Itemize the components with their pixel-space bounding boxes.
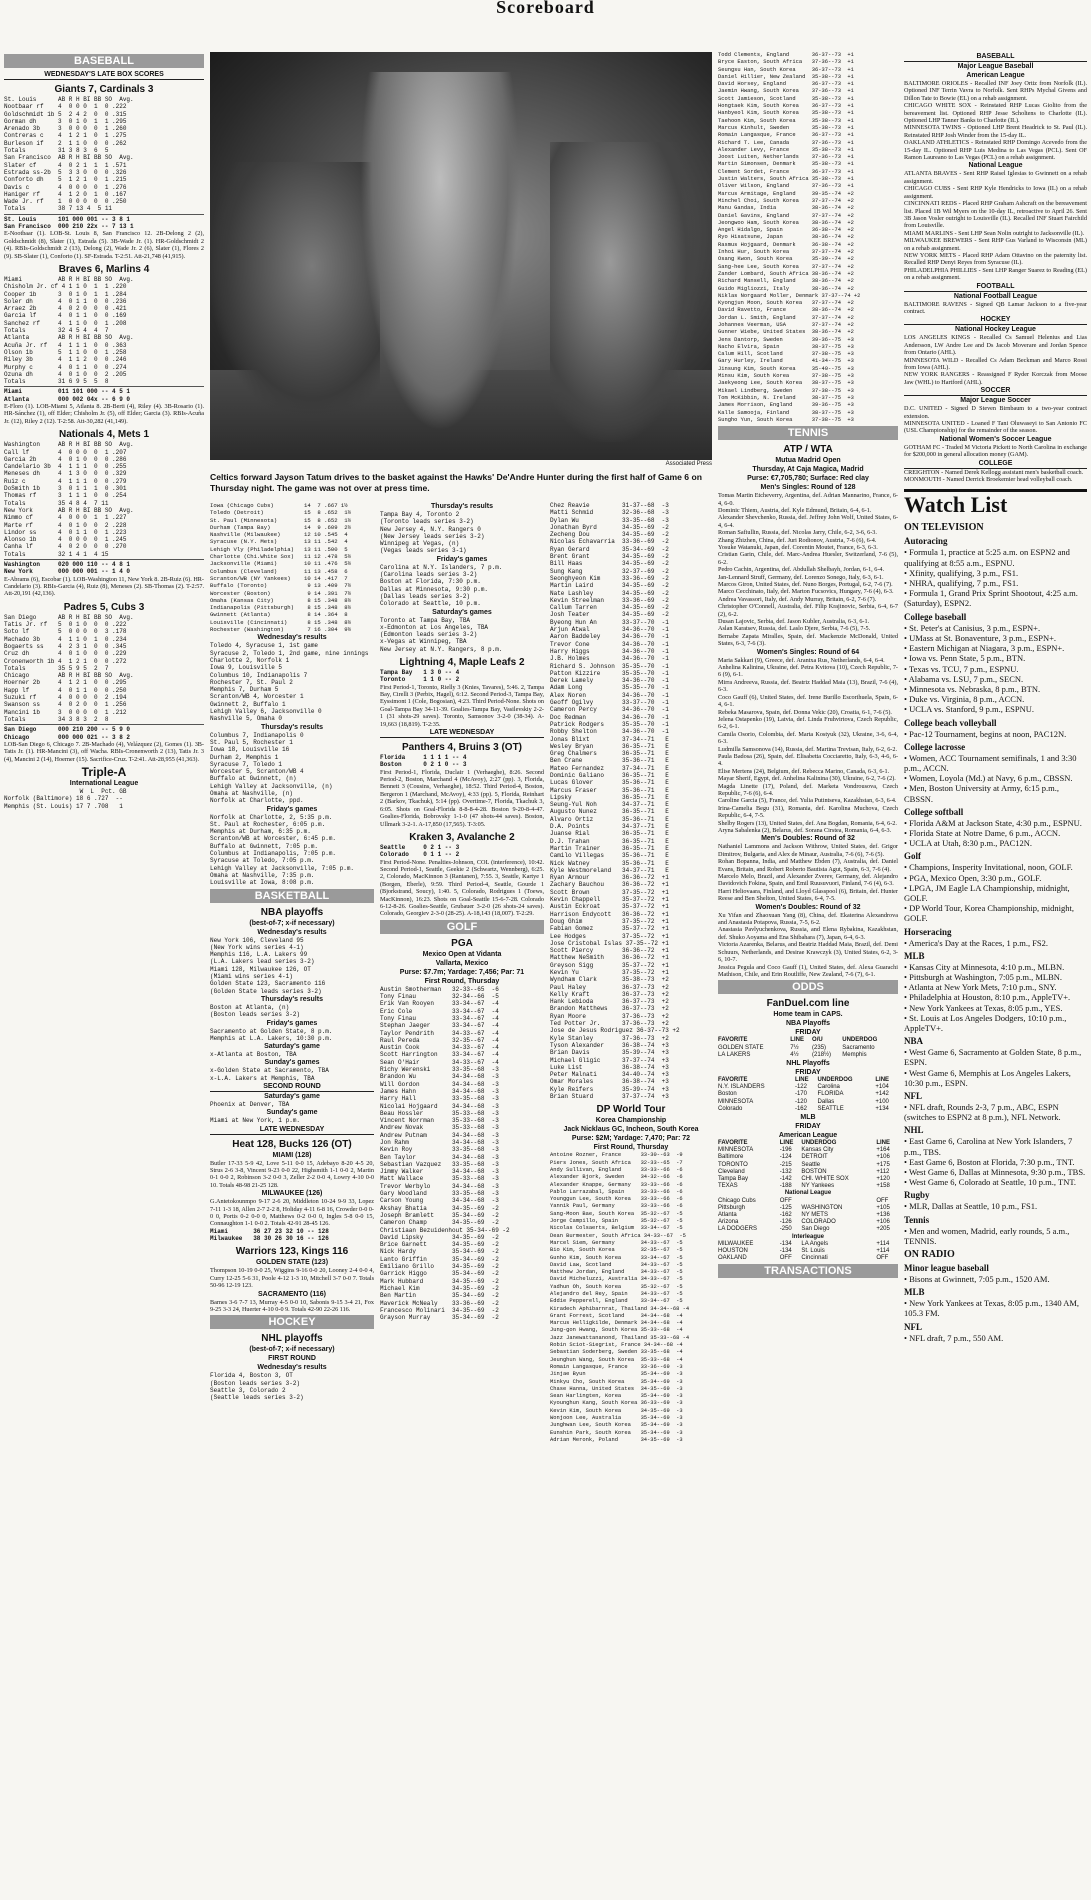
listing-items: • West Game 6, Sacramento at Golden State, 8 p.m., ESPN. • West Game 6, Memphis at Los Angeles Lakers, 10:30 p.m., ESPN.: [904, 1047, 1082, 1088]
table-row: MINNESOTA -196 Kansas City +164: [718, 1147, 890, 1154]
odds-subleague: Interleague: [791, 1233, 824, 1240]
col-header: LINE: [875, 1076, 890, 1083]
col-header: LINE: [876, 1139, 890, 1146]
table-row: HOUSTON -134 St. Louis +114: [718, 1248, 890, 1254]
trans-league: Major League Baseball: [957, 63, 1034, 70]
tennis-results: Tomas Martin Etcheverry, Argentina, def. Adrian Mannarino, France, 6-4, 6-0. Dominic Thiem, Austria, def. Kyle Edmund, Britain, 6-4, 6-1. Alexander Shevchenko, Russia, def. Jeffrey John Wolf, United States, 6-4, 6-4. Roman Safiullin, Russia, def. Nicolas Jarry, Chile, 6-2, 3-6, 6-3. Zhang Zhizhen, China, def. Juri Rodionov, Austria, 7-6 (6), 6-4. Yosuke Watanuki, Japan, def. Corentin Moutet, France, 6-3, 6-3. Cristian Garin, Chile, def. Marc-Andrea Huesler, Switzerland, 7-6 (5), 6-2. Pedro Cachin, Argentina, def. Abdullah Shelbayh, Jordan, 6-1, 6-4. Jan-Lennard Struff, Germany, def. Lorenzo Sonego, Italy, 6-3, 6-1. Marcos Giron, United States, def. Nuno Borges, Portugal, 6-2, 7-6 (7). Marco Cecchinato, Italy, def. Marton Fucsovics, Hungary, 7-6 (4), 6-3. Andrea Vavassori, Italy, def. Andy Murray, Britain, 6-2, 7-6 (7). Christopher O'Connell, Australia, def. Filip Krajinovic, Serbia, 6-4, 6-7 (2), 6-2. Dusan Lajovic, Serbia, def. Jason Kubler, Australia, 6-3, 6-1. Aslan Karatsev, Russia, def. Laslo Djere, Serbia, 7-6 (5), 7-5. Bernabe Zapata Miralles, Spain, def. Mackenzie McDonald, United States, 6-3, 7-6 (3).: [718, 492, 898, 648]
listing-items: • Kansas City at Minnesota, 4:10 p.m., MLBN. • Pittsburgh at Washington, 7:05 p.m., MLBN. • Atlanta at New York Mets, 7:10 p.m., SNY. • Philadelphia at Houston, 8:10 p.m., AppleTV+. • New York Yankees at Texas, 8:05 p.m., YES. • St. Louis at Los Angeles Dodgers, 10:10 p.m., AppleTV+.: [904, 961, 1071, 1033]
dp-leaderboard: Antoine Rozner, France 33-30--63 -9 Piers Jones, South Africa 32-33--65 -7 Andy Sullivan, England 33-33--66 -6 Alexander Bjork, Sweden 34-32--66 -6 Alexander Knappe, Germany 33-33--66 -6 Pablo Larrazabal, Spain 33-33--66 -6 Younggun Lee, South Korea 33-33--66 -6 Yannik Paul, Germany 33-33--66 -6 Sang-Moon Bae, South Korea 35-32--67 -5 Jorge Campillo, Spain 35-32--67 -5 Nicolas Colsaerts, Belgium 33-34--67 -5 Dean Burmester, South Africa 34-33--67 -5 Marcel Siem, Germany 34-33--67 -5 Bio Kim, South Korea 32-35--67 -5 Gunho Kim, South Korea 33-34--67 -5 David Law, Scotland 34-33--67 -5 Matthew Jordan, England 34-33--67 -5 David Micheluzzi, Australia 34-33--67 -5 Yadhun Oh, South Korea 35-32--67 -5 Alejandro del Rey, Spain 34-33--67 -5 Eddie Pepperell, England 33-34--67 -5 Kiradech Aphibarnrat, Thailand 34-34--68 -4 Grant Forrest, Scotland 34-34--68 -4 Marcus Helligkilde, Denmark 34-34--68 -4 Jung-gon Hwang, South Korea 35-33--68 -4 Jazz Janewattananond, Thailand 35-33--68 -4 Robin Sciot-Siegrist, France 34-34--68 -4 Sebastian Soderberg, Sweden 33-35--68 -4 Jeunghun Wang, South Korea 35-33--68 -4 Romain Langasque, France 33-36--69 -3 Jinjae Byun 35-34--69 -3 Minkyu Cho, South Korea 35-34--69 -3 Chase Hanna, United States 34-35--69 -3 Sean Harlingten, Korea 35-34--69 -3 Kyounghun Kang, South Korea 36-33--69 -3 Kevin Kim, South Korea 34-35--69 -3 Wonjoon Lee, Australia 35-34--69 -3 Junghwan Lee, South Korea 35-34--69 -3 Eunshin Park, South Korea 35-34--69 -3 Adrian Meronk, Poland 34-35--69 -3: [550, 1152, 690, 1443]
listing-items: • East Game 6, Carolina at New York Islanders, 7 p.m., TBS. • East Game 6, Boston at Florida, 7:30 p.m., TNT. • West Game 6, Dallas at Minnesota, 9:30 p.m., TBS. • West Game 6, Colorado at Seattle, 10 p.m., TNT.: [904, 1136, 1086, 1188]
games-list: Phoenix at Denver, TBA: [210, 1101, 290, 1108]
dp-round: First Round, Thursday: [593, 1144, 669, 1152]
col-header: UNDERDOG: [801, 1139, 837, 1146]
pga-leaderboard-cont: Chez Reavie 31-37--68 -3 Matti Schmid 32-36--68 -3 Dylan Wu 33-35--68 -3 Jonathan Byrd 34-35--69 -2 Zecheng Dou 34-35--69 -2 Nicolas Echavarria 33-36--69 -2 Ryan Gerard 35-34--69 -2 Brent Grant 34-35--69 -2 Bill Haas 34-35--69 -2 Sung Kang 32-37--69 -2 Seonghyeon Kim 33-36--69 -2 Martin Laird 34-35--69 -2 Nate Lashley 34-35--69 -2 Kevin Streelman 33-36--69 -2 Callum Tarren 34-35--69 -2 Josh Teater 34-35--69 -2 Byeong Hun An 33-37--70 -1 Arjun Atwal 34-36--70 -1 Aaron Baddeley 34-36--70 -1 Trevor Cone 34-36--70 -1 Harry Higgs 34-36--70 -1 J.B. Holmes 34-36--70 -1 Richard S. Johnson 35-35--70 -1 Patton Kizzire 35-35--70 -1 Derek Lamely 34-36--70 -1 Adam Long 35-35--70 -1 Alex Noren 34-36--70 -1 Geoff Ogilvy 33-37--70 -1 Cameron Percy 34-36--70 -1 Doc Redman 34-36--70 -1 Patrick Rodgers 35-35--70 -1 Robby Shelton 34-36--70 -1 Jonas Blixt 37-34--71 E Wesley Bryan 36-35--71 E Greg Chalmers 36-35--71 E Ben Crane 35-36--71 E Mateo Fernandez 37-34--71 E Dominic Galiano 36-35--71 E Lucas Glover 35-36--71 E Marcus Fraser 35-36--71 E Lipsky 36-35--71 E Seung-Yul Noh 34-37--71 E Augusto Nunez 36-35--71 E Alvaro Ortiz 35-36--71 E D.A. Points 34-37--71 E Juanse Rial 36-35--71 E D.J. Trahan 36-35--71 E Martin Trainer 36-35--71 E Camilo Villegas 35-36--71 E Nick Watney 35-36--71 E Kyle Westmoreland 34-37--71 E Ryan Armour 36-36--72 +1 Zachary Bauchou 36-36--72 +1 Scott Brown 37-35--72 +1 Kevin Chappell 35-37--72 +1 Austin Eckroat 35-37--72 +1 Harrison Endycott 36-36--72 +1 Doug Ghim 37-35--72 +1 Fabian Gomez 35-37--72 +1 Lee Hodges 37-35--72 +1 Jose Cristobal Islas 37-35--72 +1 Scott Piercy 36-36--72 +1 Matthew NeSmith 36-36--72 +1 Greyson Sigg 35-37--72 +1 Kevin Yu 37-35--72 +1 Wyndham Clark 35-38--73 +2 Paul Haley 36-37--73 +2 Kelly Kraft 36-37--73 +2 Hank Lebioda 36-37--73 +2 Brandon Matthews 36-37--73 +2 Ryan Moore 37-36--73 +2 Ted Potter Jr. 37-36--73 +2 Jose de Jesus Rodriguez 36-37--73 +2 Kyle Stanley 37-36--73 +2 Tyson Alexander 36-38--74 +3 Brian Davis 35-39--74 +3 Michael Gligic 37-37--74 +3 Luke List 36-38--74 +3 Peter Malnati 34-40--74 +3 Omar Morales 36-38--74 +3 Kyle Reifers 35-39--74 +3 Brian Stuard 37-37--74 +3: [550, 502, 680, 1101]
game-title: Giants 7, Cardinals 3: [54, 84, 154, 95]
results-list: New York 106, Cleveland 95 (New York wins series 4-1) Memphis 116, L.A. Lakers 99 (L.A. Lakers lead series 3-2) Miami 128, Milwaukee 126, OT (Miami wins series 4-1) Golden State 123, Sacramento 116 (Golden State leads series 3-2): [210, 936, 326, 995]
watch-list-title: Watch List: [904, 489, 1087, 518]
line-score: Seattle 0 2 1 -- 3 Colorado 0 1 1 -- 2: [380, 843, 460, 859]
section-header-transactions: TRANSACTIONS: [718, 1264, 898, 1278]
game-box-2: [4, 263, 204, 425]
game-title: Padres 5, Cubs 3: [63, 601, 145, 613]
odds-league: MLB: [800, 1113, 816, 1121]
listing-category: NHL: [904, 1125, 924, 1136]
team-box: G.Antetokounmpo 9-17 2-6 20, Middleton 10-24 9-9 33, Lopez 7-11 1-3 18, Allen 2-7 2-2 8, Holiday 4-11 6-8 16, Crowder 0-0 0-0 0, Portis 0-2 0-0 0, Matthews 0-2 0-0 0, Ingles 5-8 0-0 15, Connaughton 1-1 0-0 2. Totals 42-91 28-45 126.: [210, 1198, 374, 1228]
game-title: Heat 128, Bucks 126 (OT): [232, 1138, 352, 1150]
game-notes: LOB-San Diego 6, Chicago 7. 2B-Machado (4), Velázquez (2), Gomes (1). 3B-Tatis Jr. (1). HR-Mancini (3), off Wacha. RBIs-Cronenworth 2 (13), Tatis Jr. 3 (4), Mancini 2 (14), Hoerner (15). Sacrifice-Cruz. T-2:41. Att-28,955 (41,363).: [4, 740, 204, 763]
table-row: Pittsburgh -125 WASHINGTON +105: [718, 1204, 890, 1211]
games-list: Sacramento at Golden State, 8 p.m. Memphis at L.A. Lakers, 10:30 p.m.: [210, 1027, 333, 1042]
dp-event: Korea Championship: [595, 1117, 667, 1125]
nba-title: NBA playoffs: [260, 906, 324, 918]
section-header-tennis: TENNIS: [718, 426, 898, 440]
game-box-3: [4, 428, 204, 598]
trans-body: BALTIMORE RAVENS - Signed QB Lamar Jackson to a five-year contract.: [904, 300, 1087, 315]
listing-category: Horseracing: [904, 926, 952, 937]
games-head: Sunday's games: [264, 1059, 320, 1067]
line-score: Miami 011 101 000 -- 4 5 1 Atlanta 000 002 04x -- 6 9 0: [4, 388, 131, 403]
table-row: MILWAUKEE -134 LA Angels +114: [718, 1240, 890, 1247]
col-header: LINE: [779, 1139, 794, 1146]
nhl-title: NHL playoffs: [261, 1333, 323, 1345]
tennis-purse: Purse: €7,705,780; Surface: Red clay: [747, 475, 869, 483]
line-score: San Diego 000 210 200 -- 5 9 0 Chicago 000 000 021 -- 3 8 2: [4, 726, 131, 741]
trans-sport: BASEBALL: [904, 52, 1087, 62]
round-head: SECOND ROUND: [210, 1082, 374, 1092]
game-title: Nationals 4, Mets 1: [58, 429, 150, 441]
listing-category: Tennis: [904, 1214, 930, 1225]
table-row: Colorado -162 SEATTLE +134: [718, 1105, 889, 1112]
tennis-round: Women's Singles: Round of 64: [756, 648, 860, 656]
results-head: Thursday's results: [431, 503, 493, 510]
games-list: Toronto at Tampa Bay, TBA x-Edmonton at Los Angeles, TBA (Edmonton leads series 3-2) x-Vegas at Winnipeg, TBA New Jersey at N.Y. Rangers, 8 p.m.: [380, 616, 503, 653]
listing-category: NFL: [904, 1091, 922, 1101]
game-title: Lightning 4, Maple Leafs 2: [399, 657, 525, 669]
trans-body: CREIGHTON - Named Derek Kellogg assistant men's basketball coach. MONMOUTH - Named Derrick Broekemier head volleyball coach.: [904, 468, 1084, 484]
dp-purse: Purse: $2M; Yardage: 7,470; Par: 72: [571, 1135, 691, 1143]
box-score: St. Louis AB R H BI BB SO Avg. Nootbaar rf 4 0 0 0 1 0 .222 Goldschmidt 1b 5 2 4 2 0 0 .315 Gorman dh 3 0 1 0 1 1 .295 Arenado 3b 3 0 0 0 0 1 .260 Contreras c 4 1 2 1 0 1 .275 Burleson if 2 1 1 0 0 0 .262 Totals 31 3 8 3 6 5 San Francisco AB R H BI BB SO Avg. Slater cf 4 0 2 1 1 1 .571 Estrada ss-2b 5 3 3 0 0 0 .326 Conforto dh 5 1 2 1 0 1 .215 Davis c 4 0 0 0 0 1 .276 Haniger rf 4 1 2 0 1 0 .167 Wade Jr. rf 1 0 0 0 0 0 .250 Totals 38 7 13 4 5 11: [4, 96, 134, 213]
table-row: MINNESOTA -120 Dallas +100: [718, 1098, 889, 1105]
odds-table-mlb: [718, 1140, 898, 1262]
trans-league: National Hockey League: [955, 326, 1036, 334]
results-list: Toledo 4, Syracuse 1, 1st game Syracuse 2, Toledo 1, 2nd game, nine innings Charlotte 2, Norfolk 1 Iowa 9, Louisville 5 Columbus 10, Indianapolis 7 Rochester 7, St. Paul 2 Memphis 7, Durham 5 Scranton/WB 4, Worcester 1 Gwinnett 2, Buffalo 1 Lehigh Valley 6, Jacksonville 0 Nashville 5, Omaha 0: [210, 642, 369, 723]
trans-body: BALTIMORE ORIOLES - Recalled INF Joey Ortiz from Norfolk (IL). Optioned INF Terrin Vavra to Norfolk. Sent RHPs Mychal Givens and Dillon Tate to Bowie (EL) on a rehab assignment. CHICAGO WHITE SOX - Reinstated RHP Lucas Giolito from the bereavement list. Optioned RHP Jesse Scholtens to Charlotte (IL). Optioned LHP Tanner Banks to Charlotte (IL). MINNESOTA TWINS - Optioned LHP Brent Headrick to St. Paul (IL). Reinstated RHP Josh Winder from the 15-day IL. OAKLAND ATHLETICS - Reinstated RHP Domingo Acevedo from the 15-day IL. Optioned RHP Luis Medina to Las Vegas (PCL). Sent OF Ramon Laureano to Las Vegas (PCL) on a rehab assignment.: [904, 80, 1087, 162]
listing-items: • NFL draft, Rounds 2-3, 7 p.m., ABC, ESPN (switches to ESPN2 at 8 p.m.), NFL Network.: [904, 1102, 1061, 1123]
listing-items: • Men and women, Madrid, early rounds, 5 a.m., TENNIS.: [904, 1225, 1070, 1246]
round-head: FIRST ROUND: [268, 1355, 316, 1363]
nba-note: (best-of-7; x-if necessary): [249, 919, 335, 927]
table-row: Atlanta -162 NY METS +136: [718, 1211, 890, 1218]
listing-items: • America's Day at the Races, 1 p.m., FS2.: [904, 937, 1049, 948]
line-score: St. Louis 101 000 001 -- 3 8 1 San Francisco 000 210 22x -- 7 13 1: [4, 215, 134, 231]
listing-category: College softball: [904, 806, 964, 817]
column-3: [380, 502, 544, 1898]
column-6: [904, 52, 1087, 1898]
section-header-odds: ODDS: [718, 980, 898, 994]
radio-head: ON RADIO: [904, 1249, 955, 1261]
table-row: N.Y. ISLANDERS -122 Carolina +104: [718, 1084, 889, 1091]
listing-items: • Champions, Insperity Invitational, noon, GOLF. • PGA, Mexico Open, 3:30 p.m., GOLF. • LPGA, JM Eagle LA Championship, midnight, GOLF. • DP World Tour, Korea Championship, midnight, GOLF.: [904, 862, 1075, 924]
results-list: Columbus 7, Indianapolis 0 St. Paul 5, Rochester 1 Iowa 18, Louisville 16 Durham 2, Memphis 1 Syracuse 7, Toledo 1 Worcester 5, Scranton/WB 4 Buffalo at Gwinnett, (n) Lehigh Valley at Jacksonville, (n) Omaha at Nashville, (n) Norfolk at Charlotte, ppd.: [210, 731, 333, 805]
table-row: Tampa Bay -142 CHI. WHITE SOX +120: [718, 1175, 890, 1182]
trans-league: National Women's Soccer League: [939, 435, 1052, 443]
results-head: Wednesday's results: [257, 928, 327, 936]
radio-list: [904, 1263, 1087, 1343]
game-summary: First Period-None. Penalties-Johnson, COL (interference), 10:42. Second Period-1, Seattle, Geekie 2 (Schwartz, Wennberg), 6:25. 2, Colorado, MacKinnon 3 (Rantanen), 7:55. 3, Seattle, Kartye 1 (Borgen, Eberle), 9:59. Third Period-4, Seattle, Gourde 1 (Bjorkstrand, Soucy), 1:40. 5, Colorado, Rodrigues 1 (Toews, MacKinnon), 16:23. Shots on Goal-Seattle 15-6-7-28. Colorado 6-12-8-26. Goalies-Seattle, Grubauer 3-2-0 (26 shots-24 saves). Colorado, Georgiev 2-3-0 (28-25). A-18,143 (18,007). T-2:29.: [380, 858, 544, 918]
game-summary: First Period-1, Florida, Duclair 1 (Verhaeghe), 8:26. Second Period-2, Boston, Marchand 4 (McAvoy), 2:27 (pp). 3, Florida, Bennett 3 (Cousins, Verhaeghe), 18:52. Third Period-4, Boston, Bergeron 1 (Marchand, McAvoy), 4:33 (pp). 5, Florida, Reinhart 2 (Barkov, Tkachuk), 5:14 (pp). Overtime-7, Florida, Tkachuk 3, 6:05. Shots on Goal-Florida 8-8-8-4-28. Boston 9-20-8-4-47. Goalies-Florida, Bobrovsky 1-1-0 (47 shots-44 saves). Boston, Ullmark 3-2-1. A-17,850 (17,565). T-3:05.: [380, 768, 544, 828]
masthead: [0, 0, 1091, 16]
listing-category: Minor league baseball: [904, 1263, 989, 1274]
listing-items: • Florida A&M at Jackson State, 4:30 p.m., ESPNU. • Florida State at Notre Dame, 6 p.m., ACCN. • UCLA at Utah, 8:30 p.m., PAC12N.: [904, 817, 1082, 849]
trans-sport: SOCCER: [904, 386, 1087, 396]
games-head: Friday's games: [266, 1019, 318, 1027]
odds-day: FRIDAY: [795, 1068, 821, 1076]
tennis-round: Men's Doubles: Round of 32: [761, 835, 855, 843]
trans-sport: HOCKEY: [904, 315, 1087, 325]
game-title: Warriors 123, Kings 116: [235, 1246, 349, 1258]
masthead-title: Scoreboard: [496, 0, 595, 17]
box-score: Miami AB R H BI BB SO Avg. Chisholm Jr. cf 4 1 1 0 1 1 .220 Cooper 1b 3 0 1 0 1 1 .284 Soler dh 4 0 1 1 0 0 .236 Arraez 2b 4 0 2 0 0 0 .421 Garcia lf 4 0 1 1 0 0 .169 Sanchez rf 4 1 1 0 0 1 .208 Totals 32 4 5 4 4 7 Atlanta AB R H BI BB SO Avg. Acuña Jr. rf 4 1 1 1 0 0 .363 Olson 1b 5 1 1 0 0 1 .258 Riley 3b 4 1 1 2 0 0 .246 Murphy c 4 0 1 1 0 0 .274 Ozuna dh 4 0 1 0 0 2 .205 Totals 31 6 9 5 5 8: [4, 275, 134, 386]
odds-note: Home team in CAPS.: [773, 1011, 843, 1019]
section-header-hockey: HOCKEY: [210, 1315, 374, 1329]
pga-title: PGA: [451, 937, 473, 949]
trans-league: Major League Soccer: [960, 397, 1031, 405]
photo-caption: Celtics forward Jayson Tatum drives to the basket against the Hawks' De'Andre Hunter during the first half of Game 6 on Thursday night. The game was not over at press time.: [210, 472, 702, 493]
triple-a-subtitle: International League: [69, 780, 139, 788]
listing-category: Autoracing: [904, 536, 948, 547]
team-head: MILWAUKEE (126): [261, 1190, 323, 1198]
games-list: x-Atlanta at Boston, TBA: [210, 1051, 297, 1059]
trans-sport: FOOTBALL: [904, 282, 1087, 292]
listing-category: MLB: [904, 950, 925, 961]
game-notes: E-Floro (1). LOB-Miami 5, Atlanta 8. 2B-Berti (4), Riley (4). 3B-Rosario (1). HR-Sánchez (1), off Elder; Chisholm Jr. (5), off Elder; Garcia (3). RBIs-Acuña Jr. (12), Riley 2 (12). T-2:58. Att-30,282 (41,149).: [4, 403, 204, 425]
game-box-4: [4, 601, 204, 763]
team-box: Barnes 3-6 7-7 13, Murray 4-5 0-0 10, Sabonis 9-15 3-4 21, Fox 9-25 3-3 24, Huerter 4-10 0-0 9. Totals 42-90 22-26 116.: [210, 1298, 374, 1314]
quarter-scores: Miami 36 27 23 32 10 -- 128 Milwaukee 38 30 26 30 16 -- 126: [210, 1227, 329, 1243]
trans-body: D.C. UNITED - Signed D Steven Birnbaum to a two-year contract extension. MINNESOTA UNITED - Loaned F Tani Oluwaseyi to San Antonio FC (USL Championship) for the remainder of the season.: [904, 405, 1087, 435]
table-row: LA LAKERS 4½ (218½) Memphis: [718, 1051, 867, 1058]
games-head: Saturday's games: [432, 608, 492, 616]
listing-category: College baseball: [904, 611, 967, 622]
column-5: [718, 52, 898, 1898]
team-head: SACRAMENTO (116): [258, 1290, 326, 1298]
games-list: Miami at New York, 1 p.m.: [210, 1117, 301, 1125]
dp-leaderboard-cont: Todd Clements, England 36-37--73 +1 Bryce Easton, South Africa 37-36--73 +1 Seungsu Han, South Korea 36-37--73 +1 Daniel Hillier, New Zealand 35-38--73 +1 David Horsey, England 36-37--73 +1 Jaemin Hwang, South Korea 37-36--73 +1 Scott Jamieson, Scotland 35-38--73 +1 Hongtaek Kim, South Korea 36-37--73 +1 Hanbyeol Kim, South Korea 35-38--73 +1 Taehoon Kim, South Korea 35-38--73 +1 Marcus Kinhult, Sweden 35-38--73 +1 Romain Langasque, France 36-37--73 +1 Richard T. Lee, Canada 37-36--73 +1 Alexander Levy, France 35-38--73 +1 Joost Luiten, Netherlands 37-36--73 +1 Martin Simonsen, Denmark 35-38--73 +1 Clement Sordet, France 36-37--73 +1 Justin Walters, South Africa 35-38--73 +1 Oliver Wilson, England 37-36--73 +1 Marcus Armitage, England 39-35--74 +2 Minchel Choi, South Korea 37-37--74 +2 Manu Gandas, India 38-36--74 +2 Daniel Gavins, England 37-37--74 +2 Jeongwoo Ham, South Korea 38-36--74 +2 Angel Hidalgo, Spain 36-38--74 +2 Ryo Hisatsune, Japan 38-36--74 +2 Rasmus Hojgaard, Denmark 36-38--74 +2 Inhoi Hur, South Korea 37-37--74 +2 Osang Kwon, South Korea 35-39--74 +2 Sang-hee Lee, South Korea 37-37--74 +2 Zander Lombard, South Africa 38-36--74 +2 Richard Mansell, England 38-36--74 +2 Guido Migliozzi, Italy 38-36--74 +2 Niklas Norgaard Moller, Denmark 37-37--74 +2 Kyongjun Moon, South Korea 37-37--74 +2 David Ravetto, France 38-36--74 +2 Jordan L. Smith, England 37-37--74 +2 Johannes Veerman, USA 37-37--74 +2 Gunner Wiebe, United States 38-36--74 +2 Jens Dantorp, Sweden 39-36--75 +3 Nacho Elvira, Spain 38-37--75 +3 Calum Hill, Scotland 37-38--75 +3 Gary Hurley, Ireland 41-34--75 +3 Jinsung Kim, South Korea 35-40--75 +3 Minsu Kim, South Korea 37-38--75 +3 Jaekyeong Lee, South Korea 38-37--75 +3 Mikael Lindberg, Sweden 37-38--75 +3 Tom McKibbin, N. Ireland 38-37--75 +3 James Morrison, England 39-36--75 +3 Kalle Samooja, Finland 38-37--75 +3 Sungho Yun, South Korea 37-38--75 +3: [718, 52, 861, 423]
section-header-golf: GOLF: [380, 920, 544, 934]
tennis-event: Mutua Madrid Open: [775, 457, 841, 465]
odds-day: FRIDAY: [795, 1029, 821, 1037]
team-box: Butler 17-33 5-9 42, Love 5-11 0-0 15, Adebayo 8-20 4-5 20, Strus 2-6 3-8, Vincent 9-23 0-0 22, Highsmith 1-1 0-0 2, Martin 0-1 0-0 2, Robinson 3-2 0-0 3, Zeller 2-2 0-0 4, Lowry 4-10 0-0 10. Totals 48-98 21-25 128.: [210, 1159, 374, 1189]
table-row: GOLDEN STATE 7½ (235) Sacramento: [718, 1044, 875, 1051]
tennis-results: Maria Sakkari (9), Greece, def. Arantxa Rus, Netherlands, 6-4, 6-4. Anhelina Kalinina, Ukraine, def. Petra Kvitova (10), Czech Republic, 7-6 (9), 6-1. Mirra Andreeva, Russia, def. Beatriz Haddad Maia (13), Brazil, 7-6 (4), 6-3. Coco Gauff (6), United States, def. Irene Burillo Escorihuela, Spain, 6-4, 6-1. Rebeka Masarova, Spain, def. Donna Vekic (20), Croatia, 6-1, 7-6 (5). Jelena Ostapenko (19), Latvia, def. Linda Fruhvirtova, Czech Republic, 6-2, 6-1. Camila Osorio, Colombia, def. Marta Kostyuk (32), Ukraine, 3-6, 6-4, 6-3. Ludmilla Samsonova (14), Russia, def. Martina Trevisan, Italy, 6-2, 6-2. Paula Badosa (26), Spain, def. Elisabetta Cocciaretto, Italy, 6-3, 4-6, 6-4. Elise Mertens (24), Belgium, def. Rebecca Marino, Canada, 6-3, 6-1. Mayar Sherif, Egypt, def. Anhelina Kalinina (30), Ukraine, 6-2, 7-6 (2). Magda Linette (17), Poland, def. Marketa Vondrousova, Czech Republic, 7-6 (6), 6-4. Caroline Garcia (5), France, def. Yulia Putintseva, Kazakhstan, 6-3, 6-4. Irina-Camelia Begu (31), Romania, def. Karolina Muchova, Czech Republic, 6-4, 7-5. Shelby Rogers (13), United States, def. Ana Bogdan, Romania, 6-4, 6-2. Aryna Sabalenka (2), Belarus, def. Sorana Cirstea, Romania, 6-4, 6-3.: [718, 656, 898, 835]
results-list: Tampa Bay 4, Toronto 2 (Toronto leads series 3-2) New Jersey 4, N.Y. Rangers 0 (New Jersey leads series 3-2) Winnipeg at Vegas, (n) (Vegas leads series 3-1): [380, 511, 485, 555]
results-head: Wednesday's results: [257, 1364, 327, 1372]
listing-category: Golf: [904, 851, 921, 862]
game-title: Panthers 4, Bruins 3 (OT): [401, 742, 523, 754]
odds-table-nhl: [718, 1077, 898, 1113]
table-row: Cleveland -132 BOSTON +112: [718, 1168, 890, 1175]
column-2: [210, 502, 374, 1898]
tennis-results: Nathaniel Lammons and Jackson Withrow, United States, def. Grigor Dimitrov, Bulgaria, and Alex de Minaur, Australia, 7-6 (6), 7-6 (5). Rohan Bopanna, India, and Matthew Ebden (7), Australia, def. Daniel Evans, Britain, and Robert Roberto Bautista Agut, Spain, 6-3, 7-6 (4). Marcelo Melo, Brazil, and Alexander Zverev, Germany, def. Alejandro Davidovich Fokina, Spain, and Emil Ruusuvuori, Finland, 7-6 (4), 6-3. Harri Heliovaara, Finland, and Lloyd Glasspool (6), Britain, def. Hunter Reese and Ben Shelton, United States, 6-4, 7-5.: [718, 843, 898, 903]
pga-leaderboard: Austin Smotherman 32-33--65 -6 Tony Finau 32-34--66 -5 Erik Van Rooyen 33-34--67 -4 Eric Cole 33-34--67 -4 Tony Finau 33-34--67 -4 Stephan Jaeger 33-34--67 -4 Taylor Pendrith 34-33--67 -4 Raul Pereda 32-35--67 -4 Austin Cook 34-33--67 -4 Scott Harrington 33-34--67 -4 Sean O'Hair 34-33--67 -4 Richy Werenski 33-35--68 -3 Brandon Wu 34-34--68 -3 Will Gordon 34-34--68 -3 James Hahn 34-34--68 -3 Harry Hall 33-35--68 -3 Nicolai Hojgaard 34-34--68 -3 Beau Hossler 35-33--68 -3 Vincent Norrman 35-33--68 -3 Andrew Novak 35-33--68 -3 Andrew Putnam 34-34--68 -3 Jon Rahm 34-34--68 -3 Kevin Roy 33-35--68 -3 Ben Taylor 34-34--68 -3 Sebastian Vazquez 33-35--68 -3 Jimmy Walker 34-34--68 -3 Matt Wallace 35-33--68 -3 Trevor Werbylo 34-34--68 -3 Gary Woodland 33-35--68 -3 Carson Young 34-34--68 -3 Akshay Bhatia 34-35--69 -2 Joseph Bramlett 35-34--69 -2 Cameron Champ 34-35--69 -2 Christiaan Bezuidenhout 35-34--69 -2 David Lipsky 34-35--69 -2 Brice Garnett 34-35--69 -2 Nick Hardy 35-34--69 -2 Lanto Griffin 35-34--69 -2 Emiliano Grillo 34-35--69 -2 Garrick Higgo 35-34--69 -2 Mark Hubbard 34-35--69 -2 Michael Kim 34-35--69 -2 Ben Martin 35-34--69 -2 Maverick McNealy 33-36--69 -2 Francesco Molinari 34-35--69 -2 Grayson Murray 35-34--69 -2: [380, 985, 510, 1322]
game-title: Braves 6, Marlins 4: [58, 263, 150, 275]
odds-league: NBA Playoffs: [785, 1020, 831, 1028]
col-header: FAVORITE: [718, 1076, 748, 1083]
tv-list: [904, 536, 1087, 1246]
listing-category: MLB: [904, 1287, 925, 1298]
listing-category: Rugby: [904, 1190, 930, 1201]
results-head: Thursday's results: [261, 723, 323, 731]
section-header-basketball: BASKETBALL: [210, 889, 374, 903]
listing-items: • New York Yankees at Texas, 8:05 p.m., 1340 AM, 105.3 FM.: [904, 1298, 1080, 1319]
results-head: Wednesday's results: [257, 634, 327, 642]
nhl-note: (best-of-7; x-if necessary): [249, 1346, 335, 1354]
tennis-round: Women's Doubles: Round of 32: [755, 903, 861, 911]
listing-category: College lacrosse: [904, 741, 966, 752]
col-header: LINE: [794, 1076, 809, 1083]
col-header: FAVORITE: [718, 1037, 748, 1044]
games-list: Carolina at N.Y. Islanders, 7 p.m. (Carolina leads series 3-2) Boston at Florida, 7:30 p.m. Dallas at Minnesota, 9:30 p.m. (Dallas leads series 3-2) Colorado at Seattle, 10 p.m.: [380, 563, 503, 608]
trans-sport: COLLEGE: [904, 459, 1087, 469]
table-row: Chicago Cubs OFF OFF: [718, 1197, 889, 1204]
game-box-1: [4, 83, 204, 260]
listing-items: • Pac-12 Tournament, begins at noon, PAC12N.: [904, 728, 1067, 739]
listing-category: College beach volleyball: [904, 717, 997, 728]
table-row: LA DODGERS -250 San Diego +205: [718, 1226, 890, 1233]
odds-title: FanDuel.com line: [766, 998, 850, 1010]
games-head: Friday's games: [436, 555, 488, 563]
box-score: Washington AB R H BI BB SO Avg. Call lf 4 0 0 0 0 1 .207 Garcia 2b 4 0 1 0 0 0 .286 Candelario 3b 4 1 1 1 0 0 .255 Meneses dh 4 1 3 0 0 0 .329 Ruiz c 4 1 1 1 0 0 .279 DoSmith 1b 3 0 1 1 1 0 .301 Thomas rf 3 1 1 1 0 0 .254 Totals 35 4 8 4 7 11 New York AB R H BI BB SO Avg. Nimmo cf 4 0 0 0 1 1 .227 Marte rf 4 0 1 0 0 2 .228 Lindor ss 4 0 1 1 0 1 .223 Alonso 1b 4 0 0 0 0 1 .245 Canha lf 4 0 2 0 0 0 .270 Totals 32 1 4 1 4 15: [4, 441, 134, 558]
late-head: LATE WEDNESDAY: [380, 728, 544, 738]
trans-body: LOS ANGELES KINGS - Recalled Cs Samuel Helenius and Lias Andersson, LW Andre Lee and Ds Jacob Moverare and Jordan Spence from Ontario (AHL). MINNESOTA WILD - Recalled Cs Adam Beckman and Marco Rossi from Iowa (AHL). NEW YORK RANGERS - Reassigned F Ryder Korczak from Moose Jaw (WHL) to Hartford (AHL).: [904, 334, 1087, 386]
line-score: Washington 020 000 110 -- 4 8 1 New York 000 000 001 -- 1 4 0: [4, 560, 131, 576]
late-head: LATE WEDNESDAY: [210, 1125, 374, 1135]
box-score: San Diego AB R H BI BB SO Avg. Tatis Jr. rf 5 0 1 0 0 0 .222 Soto lf 5 0 0 0 0 3 .178 Machado 3b 4 1 1 0 1 0 .234 Bogaerts ss 4 2 3 1 0 0 .345 Cruz dh 4 0 1 0 0 0 .229 Cronenworth 1b 4 1 2 1 0 0 .272 Totals 35 5 9 5 2 7 Chicago AB R H BI BB SO Avg. Hoerner 2b 4 1 2 1 0 0 .295 Happ lf 4 0 1 1 0 0 .250 Suzuki rf 4 0 0 0 0 2 .194 Swanson ss 4 0 2 0 0 1 .256 Mancini 1b 3 0 0 0 0 1 .212 Totals 34 3 8 3 2 8: [4, 613, 134, 723]
triple-a-title: Triple-A: [81, 765, 127, 780]
dp-title: DP World Tour: [596, 1104, 666, 1116]
trans-body: GOTHAM FC - Traded M Victoria Pickett to North Carolina in exchange for $200,000 in general allocation money (GAM).: [904, 443, 1087, 459]
triple-a-standings: W L Pct. GB Norfolk (Baltimore) 18 6 .727 -- Memphis (St. Louis) 17 7 .708 1: [4, 788, 127, 810]
table-row: Arizona -126 COLORADO +106: [718, 1219, 890, 1226]
col-header: FAVORITE: [718, 1139, 748, 1146]
results-list: Boston at Atlanta, (n) (Boston leads series 3-2): [210, 1003, 301, 1019]
results-list: Florida 4, Boston 3, OT (Boston leads series 3-2) Seattle 3, Colorado 2 (Seattle leads series 3-2): [210, 1372, 304, 1402]
tv-head: ON TELEVISION: [904, 522, 984, 534]
listing-items: • Women, ACC Tournament semifinals, 1 and 3:30 p.m., ACCN. • Women, Loyola (Md.) at Navy, 6 p.m., CBSSN. • Men, Boston University at Army, 6:15 p.m., CBSSN.: [904, 752, 1077, 804]
listing-category: NBA: [904, 1036, 924, 1047]
news-photo: [210, 52, 712, 460]
game-notes: E-Abrams (6), Escobar (1). LOB-Washington 11, New York 8. 2B-Ruiz (6). HR-Candelario (3). RBIs-Garcia (4), Ruiz (8), Meneses (2). SB-Thomas (2). T-2:57. Att-20,191 (42,136).: [4, 575, 204, 598]
listing-items: • Formula 1, practice at 5:25 a.m. on ESPN2 and qualifying at 8:55 a.m., ESPNU. • Xfinity, qualifying, 3 p.m., FS1. • NHRA, qualifying, 7 p.m., FS1. • Formula 1, Grand Prix Sprint Shootout, 4:25 a.m. (Saturday), ESPN2.: [904, 547, 1078, 609]
odds-table-nba: [718, 1037, 898, 1059]
column-baseball: [4, 52, 204, 1898]
team-head: GOLDEN STATE (123): [255, 1259, 329, 1267]
games-head: Saturday's game: [264, 1043, 320, 1051]
game-notes: E-Nootbaar (1). LOB-St. Louis 8, San Francisco 12. 2B-Delong 2 (2), Goldschmidt (8), Slater (1), Estrada (5). 3B-Wade Jr. (1). HR-Goldschmidt 2 (4). RBIs-Goldschmidt 2 (13), Delong (2), Wade Jr. 2 (6), Slater (1), Flores 2 (9). SB-Slater (1), Conforto (1). SF-Estrada. T-2:51. Att-21,748 (41,915).: [4, 230, 204, 260]
col-header: LINE: [790, 1037, 804, 1044]
section-header-baseball: BASEBALL: [4, 54, 204, 68]
pga-event: Mexico Open at Vidanta: [422, 950, 502, 958]
trans-subleague: American League: [966, 72, 1025, 79]
games-head: Saturday's game: [264, 1093, 320, 1100]
pga-round: First Round, Thursday: [424, 977, 500, 985]
table-row: Boston -170 FLORIDA +142: [718, 1091, 889, 1098]
team-head: MIAMI (128): [272, 1151, 312, 1159]
table-row: OAKLAND OFF Cincinnati OFF: [718, 1255, 889, 1262]
table-row: Baltimore -124 DETROIT +106: [718, 1154, 890, 1161]
odds-day: FRIDAY: [795, 1122, 821, 1130]
odds-league: NHL Playoffs: [786, 1059, 830, 1067]
trans-league: National Football League: [953, 292, 1038, 300]
col-header: UNDERDOG: [842, 1037, 878, 1044]
col-header: O/U: [812, 1037, 823, 1044]
section-subtitle: WEDNESDAY'S LATE BOX SCORES: [4, 70, 204, 80]
listing-items: • St. Peter's at Canisius, 3 p.m., ESPN+. • UMass at St. Bonaventure, 3 p.m., ESPN+. • Eastern Michigan at Niagara, 3 p.m., ESPN+. • Iowa vs. Penn State, 5 p.m., BTN. • Texas vs. TCU, 7 p.m., ESPNU. • Alabama vs. LSU, 7 p.m., SECN. • Minnesota vs. Nebraska, 8 p.m., BTN. • Duke vs. Virginia, 8 p.m., ACCN. • UCLA vs. Stanford, 9 p.m., ESPNU.: [904, 622, 1065, 715]
table-row: TEXAS -188 NY Yankees +158: [718, 1183, 890, 1190]
photo-credit: Associated Press: [665, 461, 712, 467]
odds-subleague: American League: [778, 1131, 838, 1139]
team-box: Thompson 10-19 0-0 25, Wiggins 9-16 0-0 20, Looney 2-4 0-0 4, Curry 12-25 5-6 31, Poole 4-12 1-3 10, Mitchell 3-7 0-0 7. Totals 50-96 12-19 123.: [210, 1267, 374, 1290]
odds-subleague: National League: [784, 1190, 832, 1197]
column-4: [550, 502, 712, 1898]
listing-items: • Bisons at Gwinnett, 7:05 p.m., 1520 AM.: [904, 1274, 1050, 1285]
line-score: Florida 1 1 1 1 -- 4 Boston 0 2 1 0 -- 3: [380, 754, 467, 769]
dp-course: Jack Nicklaus GC, Incheon, South Korea: [563, 1126, 699, 1134]
listing-category: NFL: [904, 1321, 922, 1332]
game-summary: First Period-1, Toronto, Rielly 3 (Knies, Tavares), 5:46. 2, Tampa Bay, Cirelli 3 (Perbix, Hagel), 6:12. Second Period-3, Tampa Bay, Eyssimont 1 (Cole, Bogosian), 4:23. Third Period-None. Shots on Goal-Tampa Bay 34-11-39. Goalies-Tampa Bay, Vasilevskiy 2-2-1 (31 shots-29 saves). Toronto, Samsonov 3-2-0 (38-34). A-19,663 (18,819). T-2:35.: [380, 683, 544, 728]
pga-course: Vallarta, Mexico: [435, 959, 489, 967]
trans-subleague: National League: [968, 162, 1023, 170]
games-head: Friday's games: [266, 805, 318, 813]
games-list: x-Golden State at Sacramento, TBA x-L.A. Lakers at Memphis, TBA: [210, 1067, 329, 1082]
il-standings: Iowa (Chicago Cubs) 14 7 .667 1½ Toledo (Detroit) 15 8 .652 1½ St. Paul (Minnesota) 15 8 .652 1½ Durham (Tampa Bay) 14 9 .609 2½ Nashville (Milwaukee) 12 10 .545 4 Syracuse (N.Y. Mets) 13 11 .542 4 Lehigh Vly (Philadelphia) 13 11 .500 5 Charlotte (Chi.White Sox) 11 12 .478 5½ Jacksonville (Miami) 10 11 .476 5½ Columbus (Cleveland) 11 13 .458 6 Scranton/WB (NY Yankees) 10 14 .417 7 Buffalo (Toronto) 9 13 .409 7½ Worcester (Boston) 9 14 .391 7½ Omaha (Kansas City) 8 15 .348 8½ Indianapolis (Pittsburgh) 8 15 .348 8½ Gwinnett (Atlanta) 8 14 .364 8 Louisville (Cincinnati) 8 15 .348 8½ Rochester (Washington) 7 16 .304 9½: [210, 502, 351, 634]
tennis-venue: Thursday, At Caja Magica, Madrid: [752, 466, 864, 474]
listing-items: • MLR, Dallas at Seattle, 10 p.m., FS1.: [904, 1201, 1038, 1212]
game-title: Kraken 3, Avalanche 2: [409, 831, 515, 843]
games-list: Norfolk at Charlotte, 2, 5:35 p.m. St. Paul at Rochester, 6:05 p.m. Memphis at Durham, 6:35 p.m. Scranton/WB at Worcester, 6:45 p.m. Buffalo at Gwinnett, 7:05 p.m. Columbus at Indianapolis, 7:05 p.m. Syracuse at Toledo, 7:05 p.m. Lehigh Valley at Jacksonville, 7:05 p.m. Omaha at Nashville, 7:35 p.m. Louisville at Iowa, 8:08 p.m.: [210, 813, 355, 887]
listing-items: • NFL draft, 7 p.m., 550 AM.: [904, 1332, 1004, 1343]
pga-purse: Purse: $7.7m; Yardage: 7,456; Par: 71: [399, 968, 525, 976]
tennis-round: Men's Singles: Round of 128: [760, 484, 856, 492]
line-score: Tampa Bay 1 3 0 -- 4 Toronto 1 1 0 -- 2: [380, 669, 460, 684]
results-head: Thursday's results: [261, 995, 323, 1003]
col-header: UNDERDOG: [817, 1076, 853, 1083]
trans-body: ATLANTA BRAVES - Sent RHP Raisel Iglesias to Gwinnett on a rehab assignment. CHICAGO CUBS - Sent RHP Kyle Hendricks to Iowa (IL) on a rehab assignment. CINCINNATI REDS - Placed RHP Graham Ashcraft on the bereavement list. Placed 1B Wil Myers on the 10-day IL, retroactive to April 26. Sent 3B Jason Vosler outright to Louisville (IL). Recalled INF Stuart Fairchild from Louisville. MIAMI MARLINS - Sent LHP Sean Nolin outright to Jacksonville (IL). MILWAUKEE BREWERS - Sent RHP Gus Varland to Wisconsin (ML) on a rehab assignment. NEW YORK METS - Placed RHP Adam Ottavino on the paternity list. Recalled RHP Denyi Reyes from Syracuse (IL). PHILADELPHIA PHILLIES - Sent LHP Ranger Suarez to Reading (EL) on a rehab assignment.: [904, 170, 1087, 282]
table-row: TORONTO -215 Seattle +175: [718, 1161, 890, 1168]
tennis-results: Xu Yifan and Zhaoxuan Yang (8), China, def. Ekaterina Alexandrova and Anastasia Potapova, Russia, 7-5, 6-2. Anastasia Pavlyuchenkova, Russia, and Elena Rybakina, Kazakhstan, def. Shuko Aoyama and Ena Shibahara (7), Japan, 6-4, 6-3. Victoria Azarenka, Belarus, and Beatriz Haddad Maia, Brazil, def. Demi Schuurs, Netherlands, and Desirae Krawczyk (3), United States, 6-2, 3-6, 10-7. Jessica Pegula and Coco Gauff (1), United States, def. Alexa Guarachi Mathison, Chile, and Erin Routliffe, New Zealand, 7-6 (7), 6-1.: [718, 911, 898, 978]
games-head: Sunday's game: [266, 1109, 318, 1117]
tennis-title: ATP / WTA: [783, 444, 833, 456]
